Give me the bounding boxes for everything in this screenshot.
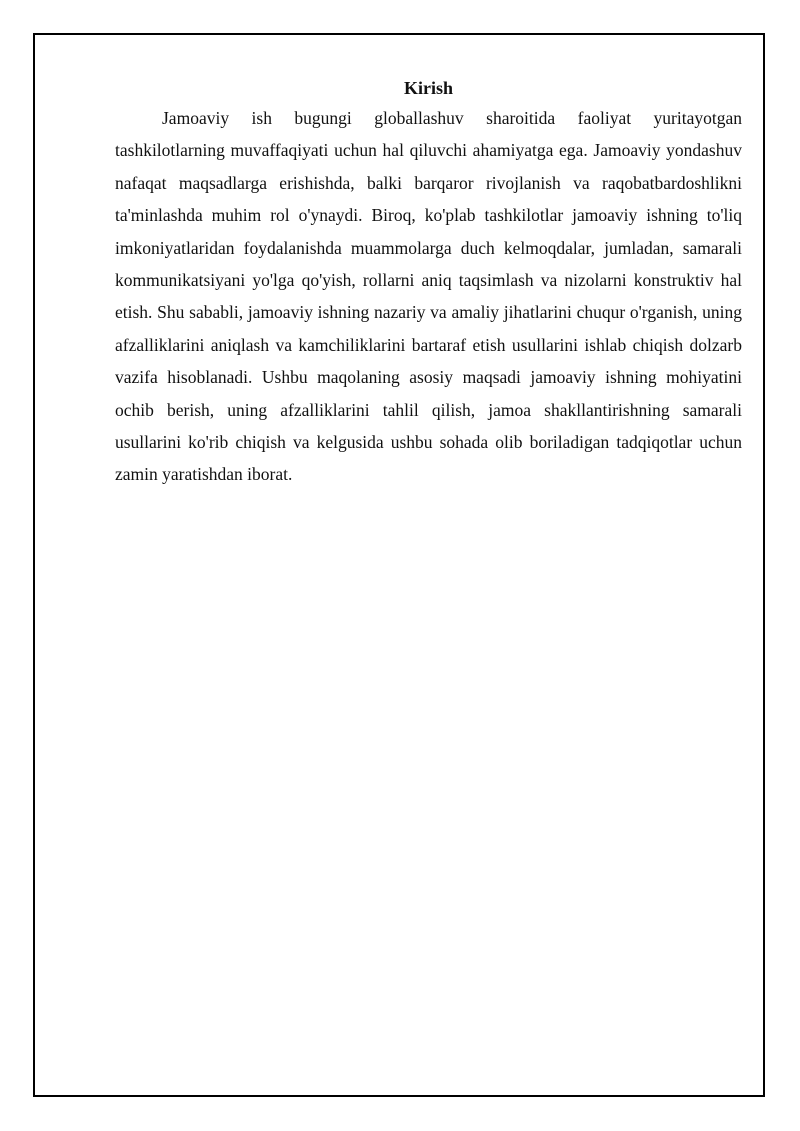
body-paragraph: Jamoaviy ish bugungi globallashuv sharoitida faoliyat yuritayotgan tashkilotlarning muvaffaqiyati uchun hal qiluvchi ahamiyatga ega. Jamoaviy yondashuv nafaqat maqsadlarga erishishda, balki barqaror rivojlanish va raqobatbardoshlikni ta'minlashda muhim rol o'ynaydi. Biroq, ko'plab tashkilotlar jamoaviy ishning to'liq imkoniyatlaridan foydalanishda muammolarga duch kelmoqdalar, jumladan, samarali kommunikatsiyani yo'lga qo'yish, rollarni aniq taqsimlash va nizolarni konstruktiv hal etish. Shu sababli, jamoaviy ishning nazariy va amaliy jihatlarini chuqur o'rganish, uning afzalliklarini aniqlash va kamchiliklarini bartaraf etish usullarini ishlab chiqish dolzarb vazifa hisoblanadi. Ushbu maqolaning asosiy maqsadi jamoaviy ishning mohiyatini ochib berish, uning afzalliklarini tahlil qilish, jamoa shakllantirishning samarali usullarini ko'rib chiqish va kelgusida ushbu sohada olib boriladigan tadqiqotlar uchun zamin yaratishdan iborat. <box>115 108 742 485</box>
document-title: Kirish <box>403 78 453 98</box>
document-content <box>115 76 742 491</box>
